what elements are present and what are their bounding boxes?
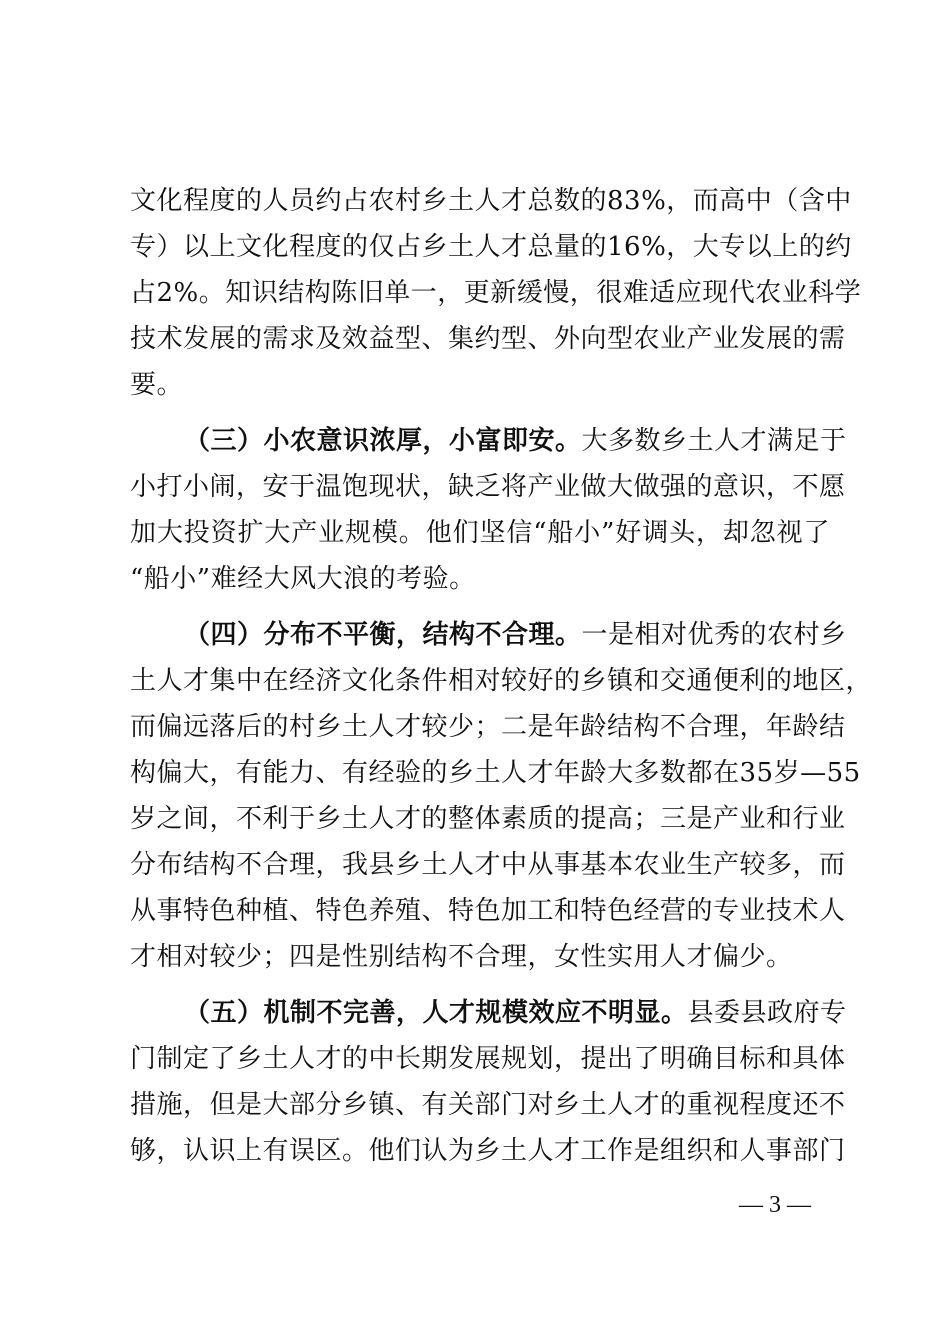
text-line: 占2%。知识结构陈旧单一，更新缓慢，很难适应现代农业科学 [130, 278, 862, 308]
text-line: 小打小闹，安于温饱现状，缺乏将产业做大做强的意识，不愿 [130, 472, 846, 502]
text-line: 分布结构不合理，我县乡土人才中从事基本农业生产较多，而 [130, 850, 846, 880]
text-line: “船小”难经大风大浪的考验。 [130, 564, 476, 594]
text-line: 文化程度的人员约占农村乡土人才总数的83%，而高中（含中 [130, 186, 852, 216]
text-line: 加大投资扩大产业规模。他们坚信“船小”好调头，却忽视了 [130, 518, 830, 548]
text-run: 县委县政府专 [687, 998, 847, 1028]
text-line: 技术发展的需求及效益型、集约型、外向型农业产业发展的需 [130, 324, 846, 354]
text-line: 构偏大，有能力、有经验的乡土人才年龄大多数都在35岁—55 [130, 758, 861, 788]
text-line: 而偏远落后的村乡土人才较少；二是年龄结构不合理，年龄结 [130, 712, 846, 742]
paragraph-first-line [130, 418, 847, 464]
text-line: 专）以上文化程度的仅占乡土人才总量的16%，大专以上的约 [130, 232, 852, 262]
paragraph-first-line [130, 990, 847, 1036]
text-line: 够，认识上有误区。他们认为乡土人才工作是组织和人事部门 [130, 1136, 846, 1166]
text-line: 才相对较少；四是性别结构不合理，女性实用人才偏少。 [130, 942, 793, 972]
document-body [130, 178, 873, 1174]
text-line: 岁之间，不利于乡土人才的整体素质的提高；三是产业和行业 [130, 804, 846, 834]
text-line: 门制定了乡土人才的中长期发展规划，提出了明确目标和具体 [130, 1044, 846, 1074]
section-heading: （四）分布不平衡，结构不合理。 [184, 620, 582, 650]
page-number: — 3 — [739, 1192, 811, 1218]
text-line: 措施，但是大部分乡镇、有关部门对乡土人才的重视程度还不 [130, 1090, 846, 1120]
paragraph-first-line [130, 612, 847, 658]
text-line: 土人才集中在经济文化条件相对较好的乡镇和交通便利的地区， [130, 666, 873, 696]
text-line: 要。 [130, 370, 184, 400]
text-run: 一是相对优秀的农村乡 [581, 620, 847, 650]
text-line: 从事特色种植、特色养殖、特色加工和特色经营的专业技术人 [130, 896, 846, 926]
section-heading: （五）机制不完善，人才规模效应不明显。 [184, 998, 688, 1028]
section-heading: （三）小农意识浓厚，小富即安。 [184, 426, 582, 456]
text-run: 大多数乡土人才满足于 [581, 426, 847, 456]
